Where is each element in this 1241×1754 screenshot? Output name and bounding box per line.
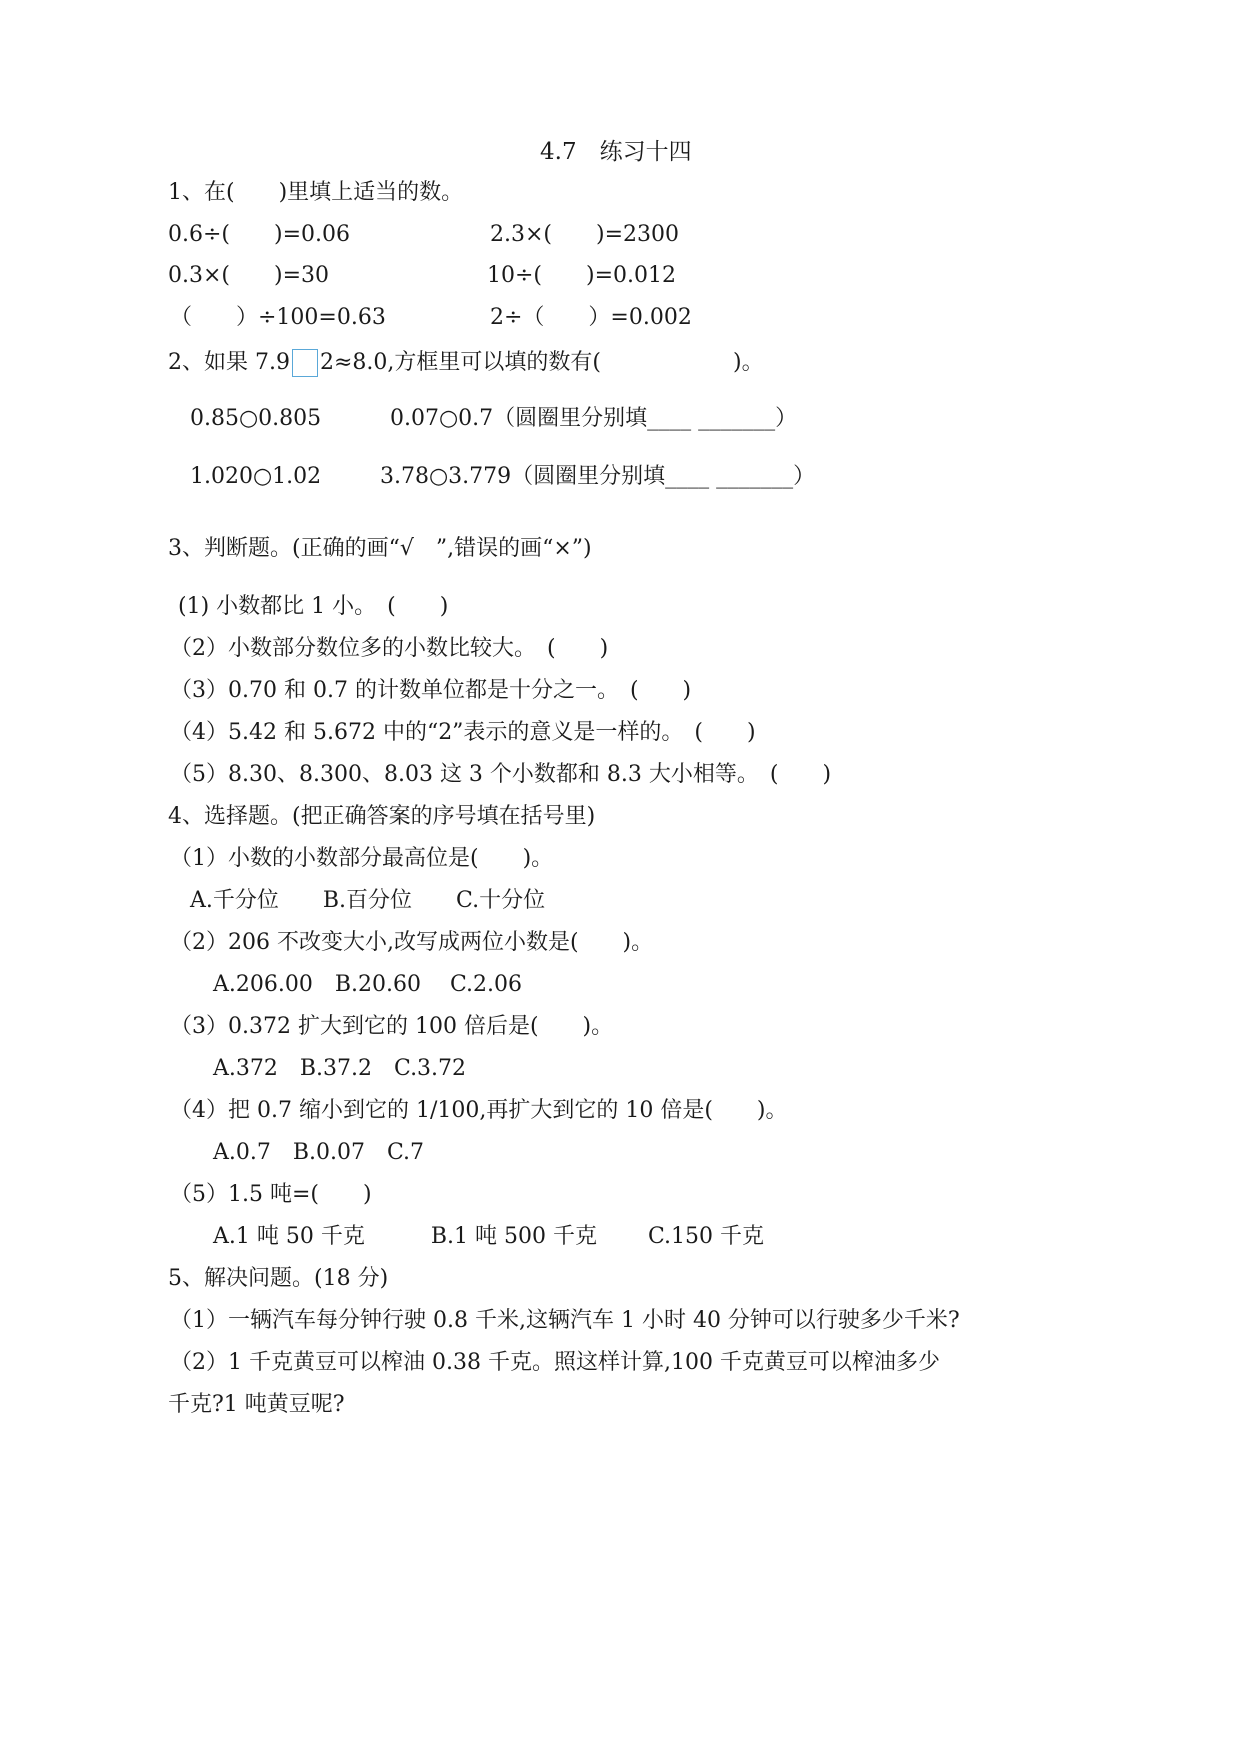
q3-item: （2）小数部分数位多的小数比较大。 ( ) [170, 636, 609, 661]
q1-item: 0.3×( )=30 [168, 263, 330, 288]
q5-item-continued: 千克?1 吨黄豆呢? [168, 1392, 345, 1417]
q1-item: （ ）÷100=0.63 [170, 305, 386, 330]
q3-heading: 3、判断题。(正确的画“√ ”,错误的画“×”) [168, 536, 592, 561]
q1-item: 0.6÷( )=0.06 [168, 222, 351, 247]
q1-item: 10÷( )=0.012 [487, 263, 677, 288]
q2-item: 0.07○0.7（圆圈里分别填____ _______） [390, 406, 798, 431]
q2-heading-pre: 2、如果 7.9 [168, 350, 290, 375]
q4-options: A.206.00 B.20.60 C.2.06 [213, 972, 523, 997]
q1-item: 2.3×( )=2300 [490, 222, 680, 247]
q1-heading: 1、在( )里填上适当的数。 [168, 180, 464, 205]
q2-item: 1.020○1.02 [190, 464, 322, 489]
q3-item: (1) 小数都比 1 小。 ( ) [178, 594, 449, 619]
q4-options: A.0.7 B.0.07 C.7 [213, 1140, 425, 1165]
q5-item: （2）1 千克黄豆可以榨油 0.38 千克。照这样计算,100 千克黄豆可以榨油多少 [170, 1350, 940, 1375]
q4-options: A.千分位 B.百分位 C.十分位 [190, 888, 546, 913]
q2-item: 3.78○3.779（圆圈里分别填____ _______） [380, 464, 816, 489]
q4-heading: 4、选择题。(把正确答案的序号填在括号里) [168, 804, 596, 829]
q4-question: （2）206 不改变大小,改写成两位小数是( )。 [170, 930, 654, 955]
q2-heading-post: 2≈8.0,方框里可以填的数有( )。 [319, 350, 764, 375]
q3-item: （3）0.70 和 0.7 的计数单位都是十分之一。 ( ) [170, 678, 692, 703]
q2-heading [168, 348, 764, 378]
q4-question: （3）0.372 扩大到它的 100 倍后是( )。 [170, 1014, 614, 1039]
q2-item: 0.85○0.805 [190, 406, 322, 431]
q5-heading: 5、解决问题。(18 分) [168, 1266, 389, 1291]
q3-item: （4）5.42 和 5.672 中的“2”表示的意义是一样的。 ( ) [170, 720, 756, 745]
q4-question: （1）小数的小数部分最高位是( )。 [170, 846, 554, 871]
q3-item: （5）8.30、8.300、8.03 这 3 个小数都和 8.3 大小相等。 ( ) [170, 762, 832, 787]
q4-question: （5）1.5 吨=( ) [170, 1182, 372, 1207]
answer-box[interactable] [292, 349, 318, 377]
page-title: 4.7 练习十四 [540, 139, 692, 165]
q5-item: （1）一辆汽车每分钟行驶 0.8 千米,这辆汽车 1 小时 40 分钟可以行驶多少千米? [170, 1308, 960, 1333]
q4-options: A.1 吨 50 千克 B.1 吨 500 千克 C.150 千克 [213, 1224, 764, 1249]
q1-item: 2÷（ ）=0.002 [490, 305, 692, 330]
q4-options: A.372 B.37.2 C.3.72 [213, 1056, 467, 1081]
q4-question: （4）把 0.7 缩小到它的 1/100,再扩大到它的 10 倍是( )。 [170, 1098, 788, 1123]
